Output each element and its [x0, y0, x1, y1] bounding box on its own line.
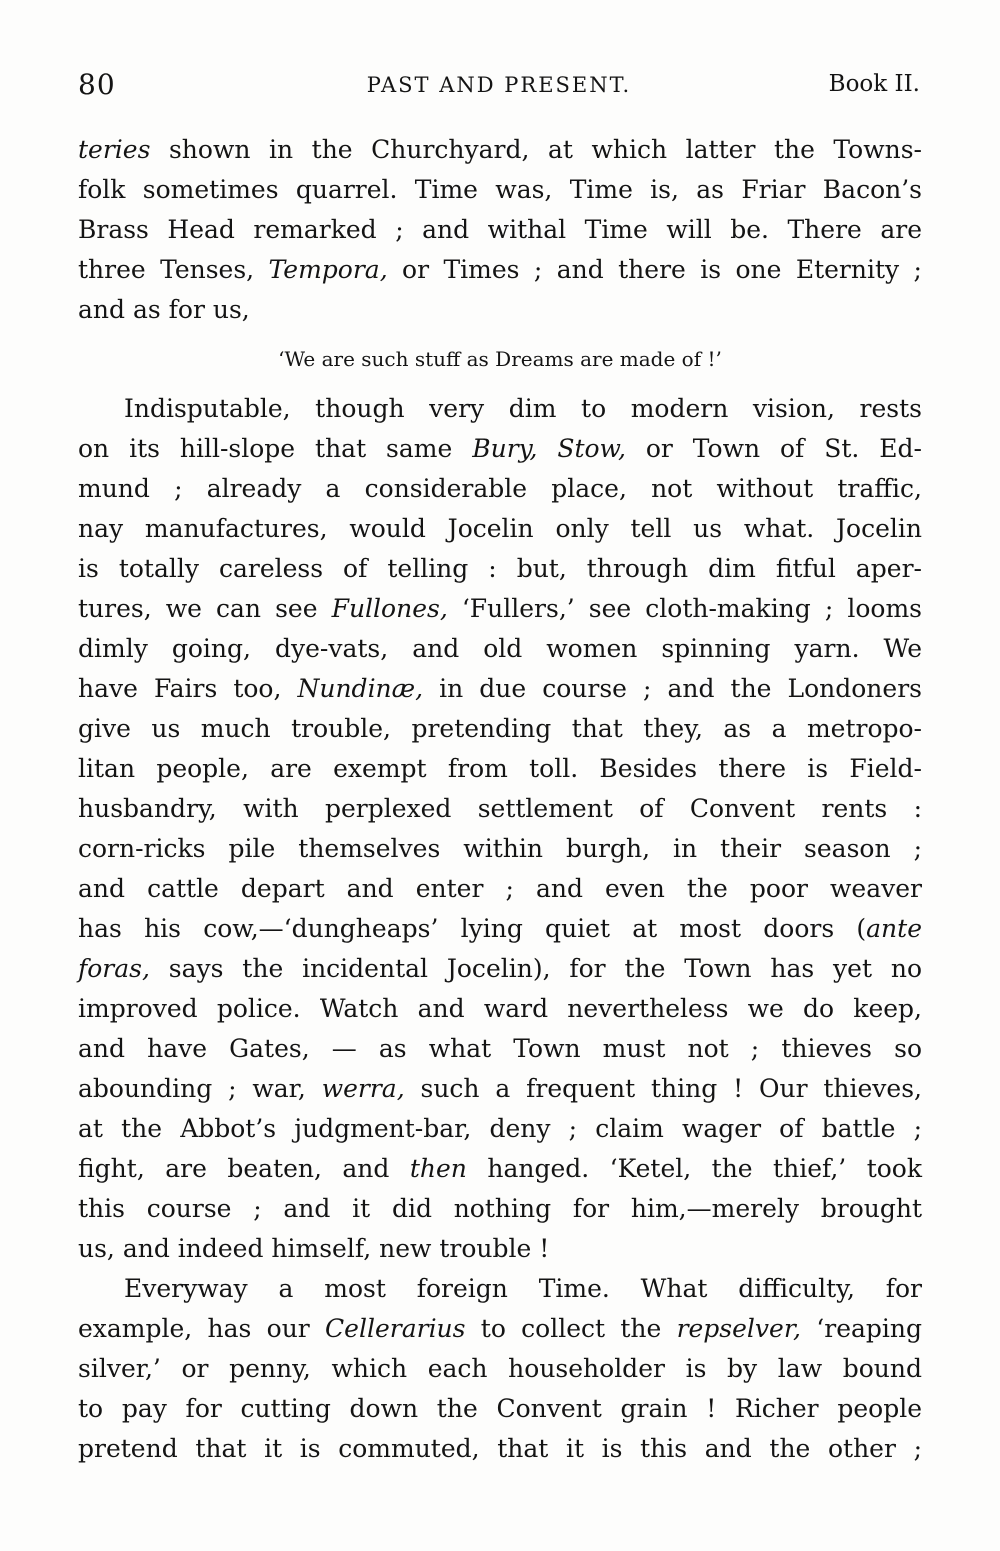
- plain-text: folk sometimes quarrel. Time was, Time is, as Friar Bacon’s: [78, 175, 922, 204]
- plain-text: to pay for cutting down the Convent grain ! Richer people: [78, 1394, 922, 1423]
- italic-text: Fullones,: [331, 594, 448, 623]
- text-line: [78, 170, 922, 210]
- text-line: [78, 1429, 922, 1469]
- text-line: [78, 389, 922, 429]
- plain-text: pretend that it is commuted, that it is this and the other ;: [78, 1434, 922, 1463]
- plain-text: Indisputable, though very dim to modern vision, rests: [124, 394, 922, 423]
- page-body-text: [78, 130, 922, 1469]
- text-line: [78, 339, 922, 379]
- text-line: [78, 250, 922, 290]
- plain-text: abounding ; war,: [78, 1074, 322, 1103]
- text-line: [78, 1309, 922, 1349]
- text-line: [78, 869, 922, 909]
- running-title: PAST AND PRESENT.: [366, 73, 632, 97]
- text-line: [78, 789, 922, 829]
- plain-text: is totally careless of telling : but, through dim fitful aper-: [78, 554, 922, 583]
- plain-text: says the incidental Jocelin), for the Town has yet no: [149, 954, 922, 983]
- plain-text: hanged. ‘Ketel, the thief,’ took: [466, 1154, 923, 1183]
- text-line: [78, 429, 922, 469]
- plain-text: us, and indeed himself, new trouble !: [78, 1234, 550, 1263]
- italic-text: ante: [866, 914, 922, 943]
- plain-text: ‘We are such stuff as Dreams are made of !’: [278, 347, 722, 371]
- plain-text: ‘reaping: [801, 1314, 922, 1343]
- text-line: [78, 1269, 922, 1309]
- text-line: [78, 130, 922, 170]
- text-line: [78, 1349, 922, 1389]
- text-line: [78, 629, 922, 669]
- plain-text: have Fairs too,: [78, 674, 298, 703]
- plain-text: dimly going, dye-vats, and old women spinning yarn. We: [78, 634, 922, 663]
- plain-text: or Town of St. Ed-: [625, 434, 922, 463]
- text-line: [78, 989, 922, 1029]
- plain-text: husbandry, with perplexed settlement of Convent rents :: [78, 794, 922, 823]
- plain-text: corn-ricks pile themselves within burgh, in their season ;: [78, 834, 922, 863]
- plain-text: nay manufactures, would Jocelin only tell us what. Jocelin: [78, 514, 922, 543]
- paragraph: [78, 130, 922, 330]
- italic-text: teries: [78, 135, 151, 164]
- plain-text: this course ; and it did nothing for him,—merely brought: [78, 1194, 922, 1223]
- text-line: [78, 549, 922, 589]
- plain-text: tures, we can see: [78, 594, 332, 623]
- text-line: [78, 1389, 922, 1429]
- plain-text: improved police. Watch and ward nevertheless we do keep,: [78, 994, 922, 1023]
- text-line: [78, 749, 922, 789]
- plain-text: Everyway a most foreign Time. What difficulty, for: [124, 1274, 922, 1303]
- paragraph: [78, 389, 922, 1269]
- italic-text: then: [409, 1154, 467, 1183]
- text-line: [78, 1229, 922, 1269]
- plain-text: in due course ; and the Londoners: [423, 674, 922, 703]
- plain-text: to collect the: [465, 1314, 677, 1343]
- plain-text: and as for us,: [78, 295, 250, 324]
- plain-text: give us much trouble, pretending that they, as a metropo-: [78, 714, 922, 743]
- plain-text: has his cow,—‘dungheaps’ lying quiet at most doors (: [78, 914, 867, 943]
- plain-text: fight, are beaten, and: [78, 1154, 410, 1183]
- italic-text: foras,: [78, 954, 150, 983]
- plain-text: such a frequent thing ! Our thieves,: [404, 1074, 923, 1103]
- plain-text: mund ; already a considerable place, not without traffic,: [78, 474, 922, 503]
- text-line: [78, 1189, 922, 1229]
- italic-text: Cellerarius: [325, 1314, 466, 1343]
- plain-text: silver,’ or penny, which each householder is by law bound: [78, 1354, 922, 1383]
- plain-text: on its hill-slope that same: [78, 434, 473, 463]
- text-line: [78, 1109, 922, 1149]
- plain-text: and have Gates, — as what Town must not ; thieves so: [78, 1034, 922, 1063]
- plain-text: at the Abbot’s judgment-bar, deny ; claim wager of battle ;: [78, 1114, 922, 1143]
- plain-text: shown in the Churchyard, at which latter the Towns-: [150, 135, 922, 164]
- page-header: [78, 68, 920, 102]
- plain-text: and cattle depart and enter ; and even the poor weaver: [78, 874, 922, 903]
- plain-text: ‘Fullers,’ see cloth-making ; looms: [447, 594, 922, 623]
- plain-text: three Tenses,: [78, 255, 269, 284]
- text-line: [78, 949, 922, 989]
- text-line: [78, 509, 922, 549]
- italic-text: Nundinæ,: [297, 674, 424, 703]
- text-line: [78, 829, 922, 869]
- plain-text: example, has our: [78, 1314, 326, 1343]
- text-line: [78, 709, 922, 749]
- block-quote: [78, 339, 922, 379]
- text-line: [78, 1149, 922, 1189]
- italic-text: werra,: [321, 1074, 405, 1103]
- text-line: [78, 1029, 922, 1069]
- text-line: [78, 669, 922, 709]
- plain-text: Brass Head remarked ; and withal Time will be. There are: [78, 215, 922, 244]
- text-line: [78, 469, 922, 509]
- page-number: 80: [78, 68, 116, 101]
- text-line: [78, 210, 922, 250]
- text-line: [78, 1069, 922, 1109]
- italic-text: Tempora,: [268, 255, 388, 284]
- italic-text: Bury, Stow,: [472, 434, 626, 463]
- text-line: [78, 290, 922, 330]
- text-line: [78, 589, 922, 629]
- paragraph: [78, 1269, 922, 1469]
- italic-text: repselver,: [676, 1314, 802, 1343]
- text-line: [78, 909, 922, 949]
- book-label: Book II.: [828, 71, 920, 97]
- plain-text: or Times ; and there is one Eternity ;: [387, 255, 922, 284]
- plain-text: litan people, are exempt from toll. Besides there is Field-: [78, 754, 922, 783]
